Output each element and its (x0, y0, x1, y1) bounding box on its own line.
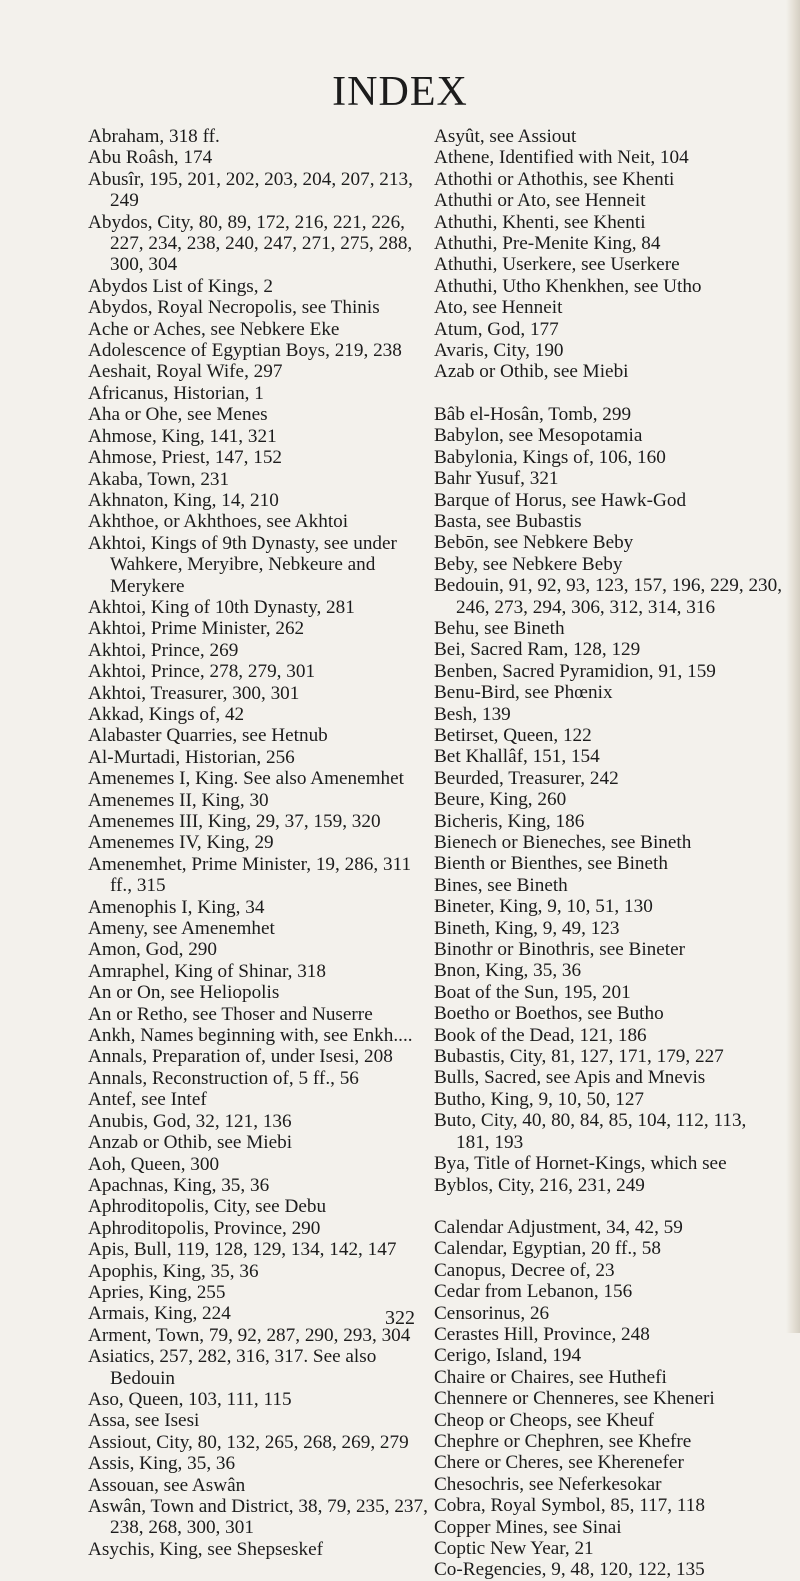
index-entry: Azab or Othib, see Miebi (434, 361, 629, 383)
page-edge (786, 0, 800, 1333)
index-entry: Bines, see Bineth (434, 874, 568, 896)
index-entry: Asyût, see Assiout (434, 126, 577, 147)
index-entry: Calendar, Egyptian, 20 ff., 58 (434, 1238, 661, 1260)
index-entry: Bicheris, King, 186 (434, 810, 585, 832)
index-entry: Ahmose, King, 141, 321 (88, 425, 277, 447)
index-entry: Basta, see Bubastis (434, 510, 582, 532)
index-entry: Abraham, 318 ff. (88, 126, 220, 147)
index-entry: Ato, see Henneit (434, 297, 563, 319)
index-group-b (434, 404, 784, 1196)
index-entry: Ameny, see Amenemhet (88, 918, 275, 940)
index-entry: Annals, Reconstruction of, 5 ff., 56 (88, 1067, 359, 1089)
index-entry: Byblos, City, 216, 231, 249 (434, 1174, 645, 1196)
index-entry: Apophis, King, 35, 36 (88, 1260, 259, 1282)
index-entry: Beurded, Treasurer, 242 (434, 767, 619, 789)
index-column-right (434, 126, 784, 1581)
index-entry: Aha or Ohe, see Menes (88, 404, 268, 426)
index-entry: Africanus, Historian, 1 (88, 382, 264, 404)
index-entry: Assa, see Isesi (88, 1410, 200, 1432)
index-entry: Amraphel, King of Shinar, 318 (88, 960, 326, 982)
index-entry: Barque of Horus, see Hawk-God (434, 489, 687, 511)
index-entry: Beby, see Nebkere Beby (434, 553, 623, 575)
index-entry: Al-Murtadi, Historian, 256 (88, 746, 295, 768)
index-entry: Bnon, King, 35, 36 (434, 960, 582, 982)
index-entry: Avaris, City, 190 (434, 340, 564, 362)
index-entry: Akhnaton, King, 14, 210 (88, 489, 279, 511)
index-entry: Bienech or Bieneches, see Bineth (434, 832, 692, 853)
index-entry: Apries, King, 255 (88, 1281, 226, 1303)
index-entry: Assiout, City, 80, 132, 265, 268, 269, 279 (88, 1431, 409, 1453)
index-entry: Abu Roâsh, 174 (88, 147, 213, 169)
index-entry: Annals, Preparation of, under Isesi, 208 (88, 1046, 393, 1068)
index-entry: Bineth, King, 9, 49, 123 (434, 917, 620, 939)
index-entry: Benu-Bird, see Phœnix (434, 682, 613, 704)
index-entry: Cedar from Lebanon, 156 (434, 1281, 633, 1303)
index-column-left (88, 126, 433, 1560)
index-entry: Boetho or Boethos, see Butho (434, 1003, 664, 1025)
index-entry: Anzab or Othib, see Miebi (88, 1132, 293, 1154)
index-entry: Alabaster Quarries, see Hetnub (88, 725, 328, 747)
index-entry: Athuthi, Khenti, see Khenti (434, 211, 646, 233)
index-entry: Athuthi or Ato, see Henneit (434, 190, 646, 212)
index-entry: Aeshait, Royal Wife, 297 (88, 361, 283, 383)
index-entry: Amenemes I, King. See also Amenemhet (88, 768, 404, 790)
index-entry: Asiatics, 257, 282, 316, 317. See also Bedouin (88, 1346, 377, 1389)
index-group-c (434, 1217, 784, 1581)
index-entry: Benben, Sacred Pyramidion, 91, 159 (434, 660, 716, 682)
index-entry: Bubastis, City, 81, 127, 171, 179, 227 (434, 1046, 724, 1068)
index-entry: Apis, Bull, 119, 128, 129, 134, 142, 147 (88, 1239, 397, 1261)
index-entry: Amenemes III, King, 29, 37, 159, 320 (88, 811, 381, 832)
index-entry: Bienth or Bienthes, see Bineth (434, 853, 668, 875)
index-entry: Akhtoi, Prime Minister, 262 (88, 618, 305, 640)
index-entry: Athuthi, Pre-Menite King, 84 (434, 233, 661, 255)
index-entry: Abydos List of Kings, 2 (88, 275, 273, 297)
index-entry: Arment, Town, 79, 92, 287, 290, 293, 304 (88, 1324, 411, 1346)
index-entry: Antef, see Intef (88, 1089, 207, 1111)
index-entry: Betirset, Queen, 122 (434, 724, 592, 746)
index-entry: Boat of the Sun, 195, 201 (434, 981, 631, 1003)
index-entry: Bei, Sacred Ram, 128, 129 (434, 639, 641, 661)
index-entry: Cerastes Hill, Province, 248 (434, 1323, 650, 1345)
index-entry: Atum, God, 177 (434, 318, 559, 340)
index-entry: Armais, King, 224 (88, 1303, 231, 1325)
index-entry: Chere or Cheres, see Kherenefer (434, 1452, 684, 1474)
index-entry: Ankh, Names beginning with, see Enkh.... (88, 1025, 413, 1047)
index-entry: Bya, Title of Hornet-Kings, which see (434, 1153, 727, 1175)
index-entry: Bebōn, see Nebkere Beby (434, 532, 634, 554)
index-entry: Assis, King, 35, 36 (88, 1453, 236, 1475)
index-entry: Abydos, City, 80, 89, 172, 216, 221, 226, 227, 234, 238, 240, 247, 271, 275, 288, 300, 304 (88, 211, 413, 276)
index-entry: Akaba, Town, 231 (88, 468, 230, 490)
index-entry: Censorinus, 26 (434, 1302, 550, 1324)
index-entry: Aoh, Queen, 300 (88, 1153, 220, 1175)
page-title: INDEX (332, 69, 468, 115)
index-entry: Athothi or Athothis, see Khenti (434, 168, 675, 190)
index-entry: Calendar Adjustment, 34, 42, 59 (434, 1216, 683, 1238)
index-entry: Akhtoi, Kings of 9th Dynasty, see under Wahkere, Meryibre, Nebkeure and Merykere (88, 532, 397, 597)
index-entry: Co-Regencies, 9, 48, 120, 122, 135 (434, 1559, 705, 1581)
index-entry: Akhtoi, Prince, 278, 279, 301 (88, 661, 316, 683)
index-entry: An or On, see Heliopolis (88, 982, 280, 1004)
index-entry: Binothr or Binothris, see Bineter (434, 939, 686, 961)
index-entry: An or Retho, see Thoser and Nuserre (88, 1003, 373, 1025)
index-entry: Aphroditopolis, City, see Debu (88, 1196, 327, 1218)
index-entry: Abusîr, 195, 201, 202, 203, 204, 207, 213, 249 (88, 168, 413, 212)
index-entry: Aso, Queen, 103, 111, 115 (88, 1388, 292, 1410)
index-entry: Athuthi, Utho Khenkhen, see Utho (434, 275, 702, 297)
index-entry: Bulls, Sacred, see Apis and Mnevis (434, 1067, 706, 1089)
index-entry: Akkad, Kings of, 42 (88, 703, 245, 725)
index-entry: Abydos, Royal Necropolis, see Thinis (88, 297, 380, 319)
index-entry: Babylonia, Kings of, 106, 160 (434, 446, 666, 468)
index-entry: Assouan, see Aswân (88, 1474, 246, 1496)
group-spacer (434, 383, 784, 404)
index-entry: Amenemes IV, King, 29 (88, 832, 274, 854)
index-entry: Akhthoe, or Akhthoes, see Akhtoi (88, 511, 349, 533)
index-entry: Coptic New Year, 21 (434, 1538, 594, 1559)
index-entry: Bedouin, 91, 92, 93, 123, 157, 196, 229, 230, 246, 273, 294, 306, 312, 314, 316 (434, 575, 783, 618)
index-entry: Canopus, Decree of, 23 (434, 1259, 615, 1281)
index-entry: Athuthi, Userkere, see Userkere (434, 254, 680, 276)
index-entry: Chephre or Chephren, see Khefre (434, 1430, 692, 1452)
index-entry: Cheop or Cheops, see Kheuf (434, 1409, 655, 1431)
page-number: 322 (385, 1307, 415, 1329)
index-entry: Cerigo, Island, 194 (434, 1345, 582, 1367)
index-entry: Amenemes II, King, 30 (88, 789, 269, 811)
index-entry: Bahr Yusuf, 321 (434, 468, 559, 490)
index-entry: Amon, God, 290 (88, 939, 217, 961)
index-entry: Akhtoi, King of 10th Dynasty, 281 (88, 596, 355, 618)
index-entry: Bet Khallâf, 151, 154 (434, 746, 600, 768)
index-entry: Cobra, Royal Symbol, 85, 117, 118 (434, 1495, 705, 1517)
index-entry: Amenophis I, King, 34 (88, 896, 265, 918)
index-entry: Aswân, Town and District, 38, 79, 235, 237, 238, 268, 300, 301 (88, 1496, 428, 1539)
index-entry: Athene, Identified with Neit, 104 (434, 147, 689, 169)
index-entry: Adolescence of Egyptian Boys, 219, 238 (88, 340, 402, 362)
index-entry: Akhtoi, Prince, 269 (88, 639, 239, 661)
index-entry: Book of the Dead, 121, 186 (434, 1024, 647, 1046)
index-entry: Bâb el-Hosân, Tomb, 299 (434, 403, 632, 425)
index-entry: Apachnas, King, 35, 36 (88, 1174, 270, 1196)
index-entry: Chesochris, see Neferkesokar (434, 1473, 662, 1495)
index-entry: Copper Mines, see Sinai (434, 1516, 622, 1538)
index-entry: Ahmose, Priest, 147, 152 (88, 447, 283, 469)
index-entry: Butho, King, 9, 10, 50, 127 (434, 1088, 645, 1110)
index-entry: Bineter, King, 9, 10, 51, 130 (434, 896, 653, 918)
index-entry: Babylon, see Mesopotamia (434, 425, 643, 447)
index-entry: Buto, City, 40, 80, 84, 85, 104, 112, 113, 181, 193 (434, 1110, 747, 1153)
index-entry: Beure, King, 260 (434, 789, 567, 811)
index-entry: Behu, see Bineth (434, 617, 565, 639)
index-entry: Asychis, King, see Shepseskef (88, 1538, 324, 1560)
group-spacer (434, 1196, 784, 1217)
index-entry: Chennere or Chenneres, see Kheneri (434, 1388, 715, 1410)
index-entry: Amenemhet, Prime Minister, 19, 286, 311 ff., 315 (88, 853, 412, 897)
index-entry: Besh, 139 (434, 703, 511, 725)
index-entry: Aphroditopolis, Province, 290 (88, 1217, 321, 1239)
index-entry: Akhtoi, Treasurer, 300, 301 (88, 682, 300, 704)
index-entry: Ache or Aches, see Nebkere Eke (88, 318, 340, 340)
index-entry: Anubis, God, 32, 121, 136 (88, 1110, 292, 1132)
index-group-a (434, 126, 784, 383)
index-entry: Chaire or Chaires, see Huthefi (434, 1366, 667, 1388)
